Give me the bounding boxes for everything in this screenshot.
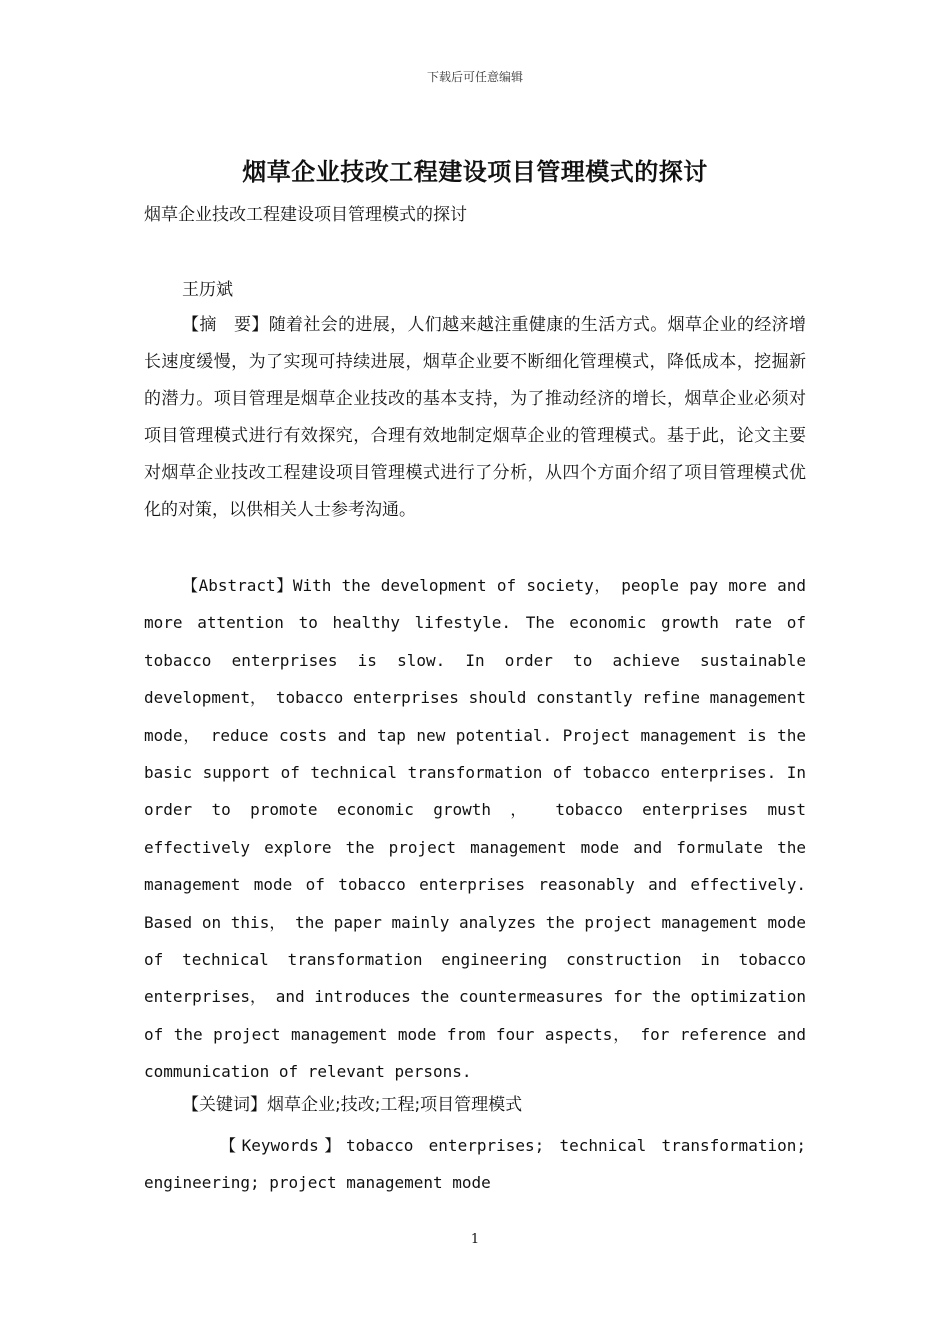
keywords-english: 【Keywords】tobacco enterprises; technical transformation; engineering; project management mode xyxy=(144,1136,806,1193)
author-name: 王历斌 xyxy=(182,280,233,300)
document-title: 烟草企业技改工程建设项目管理模式的探讨 xyxy=(242,158,708,186)
abstract-chinese: 【摘 要】随着社会的进展，人们越来越注重健康的生活方式。烟草企业的经济增长速度缓慢，为了实现可持续进展，烟草企业要不断细化管理模式，降低成本，挖掘新的潜力。项目管理是烟草企业技改的基本支持，为了推动经济的增长，烟草企业必须对项目管理模式进行有效探究，合理有效地制定烟草企业的管理模式。基于此，论文主要对烟草企业技改工程建设项目管理模式进行了分析，从四个方面介绍了项目管理模式优化的对策，以供相关人士参考沟通。 xyxy=(144,315,806,520)
document-subtitle: 烟草企业技改工程建设项目管理模式的探讨 xyxy=(144,205,467,225)
page-number: 1 xyxy=(470,1232,480,1247)
abstract-english: 【Abstract】With the development of society， people pay more and more attention to healthy lifestyle. The economic growth rate of tobacco enterprises is slow. In order to achieve sustainable development， tobacco enterprises should constantly refine management mode， reduce costs and tap new potential. Project management is the basic support of technical transformation of tobacco enterprises. In order to promote economic growth ， tobacco enterprises must effectively explore the project management mode and formulate the management mode of tobacco enterprises reasonably and effectively. Based on this， the paper mainly analyzes the project management mode of technical transformation engineering construction in tobacco enterprises， and introduces the countermeasures for the optimization of the project management mode from four aspects， for reference and communication of relevant persons. xyxy=(144,576,807,1082)
keywords-chinese: 【关键词】烟草企业;技改;工程;项目管理模式 xyxy=(182,1095,523,1115)
page-header-note: 下载后可任意编辑 xyxy=(426,70,523,84)
